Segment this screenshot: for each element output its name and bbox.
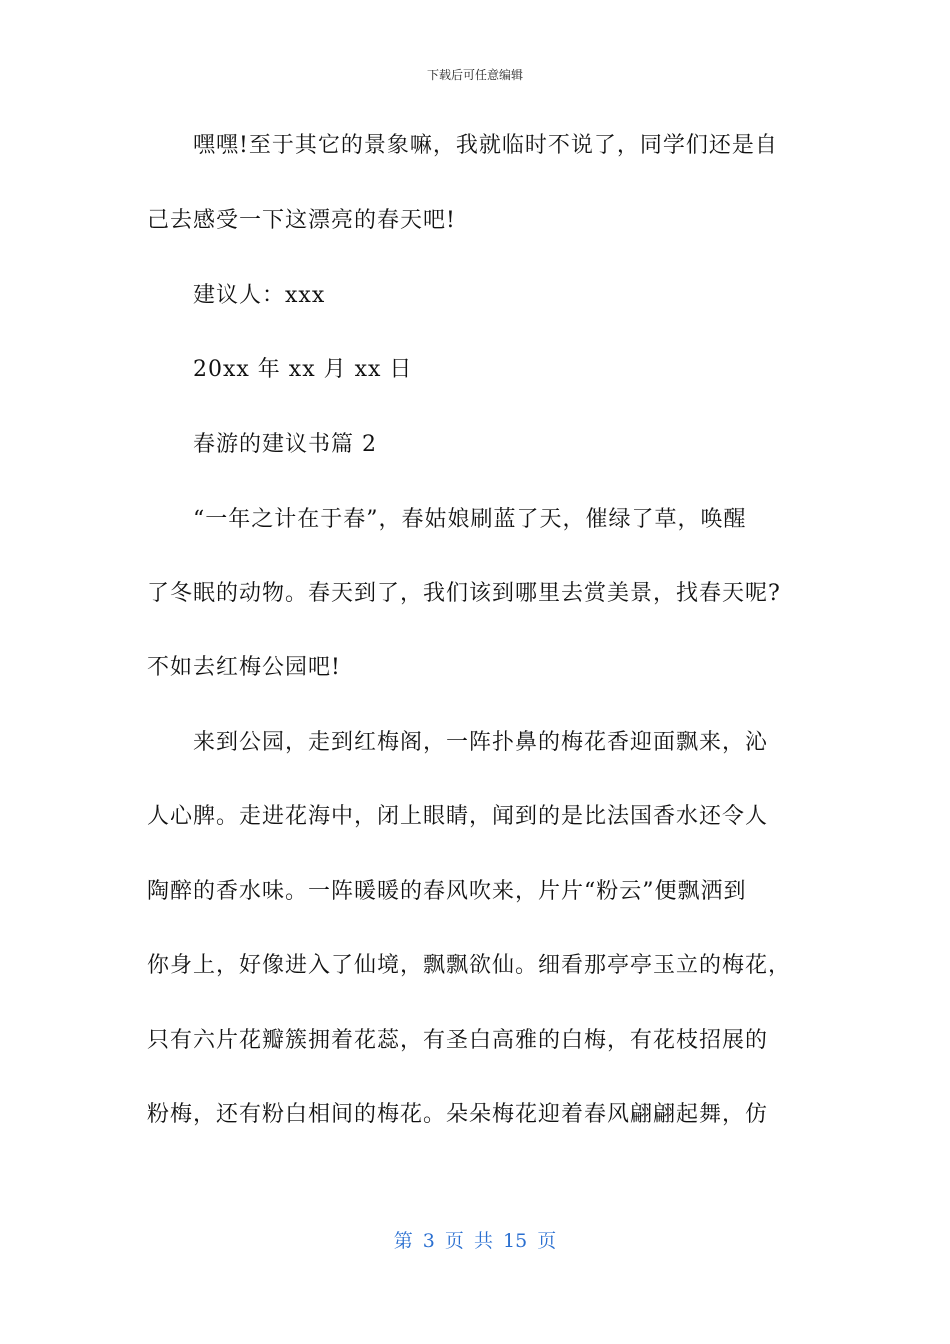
paragraph-line: 粉梅，还有粉白相间的梅花。朵朵梅花迎着春风翩翩起舞，仿 [147,1102,769,1127]
paragraph-line: 陶醉的香水味。一阵暖暖的春风吹来，片片“粉云”便飘洒到 [147,879,747,904]
paragraph-line: 了冬眠的动物。春天到了，我们该到哪里去赏美景，找春天呢? [147,581,781,606]
paragraph-line: 只有六片花瓣簇拥着花蕊，有圣白高雅的白梅，有花枝招展的 [147,1028,769,1053]
section-title: 春游的建议书篇 2 [193,432,377,457]
paragraph-line: “一年之计在于春”，春姑娘刷蓝了天，催绿了草，唤醒 [193,507,747,532]
paragraph-line: 来到公园，走到红梅阁，一阵扑鼻的梅花香迎面飘来，沁 [193,730,769,755]
paragraph-line: 你身上，好像进入了仙境，飘飘欲仙。细看那亭亭玉立的梅花， [147,953,792,978]
paragraph-line: 己去感受一下这漂亮的春天吧! [147,208,456,233]
page-number: 第 3 页 共 15 页 [393,1230,557,1252]
paragraph-line: 嘿嘿!至于其它的景象嘛，我就临时不说了，同学们还是自 [193,133,778,158]
signature-line: 建议人：xxx [193,283,326,308]
paragraph-line: 人心脾。走进花海中，闭上眼睛，闻到的是比法国香水还令人 [147,804,769,829]
header-note: 下载后可任意编辑 [426,68,523,82]
date-line: 20xx 年 xx 月 xx 日 [193,357,413,382]
paragraph-line: 不如去红梅公园吧! [147,655,341,680]
